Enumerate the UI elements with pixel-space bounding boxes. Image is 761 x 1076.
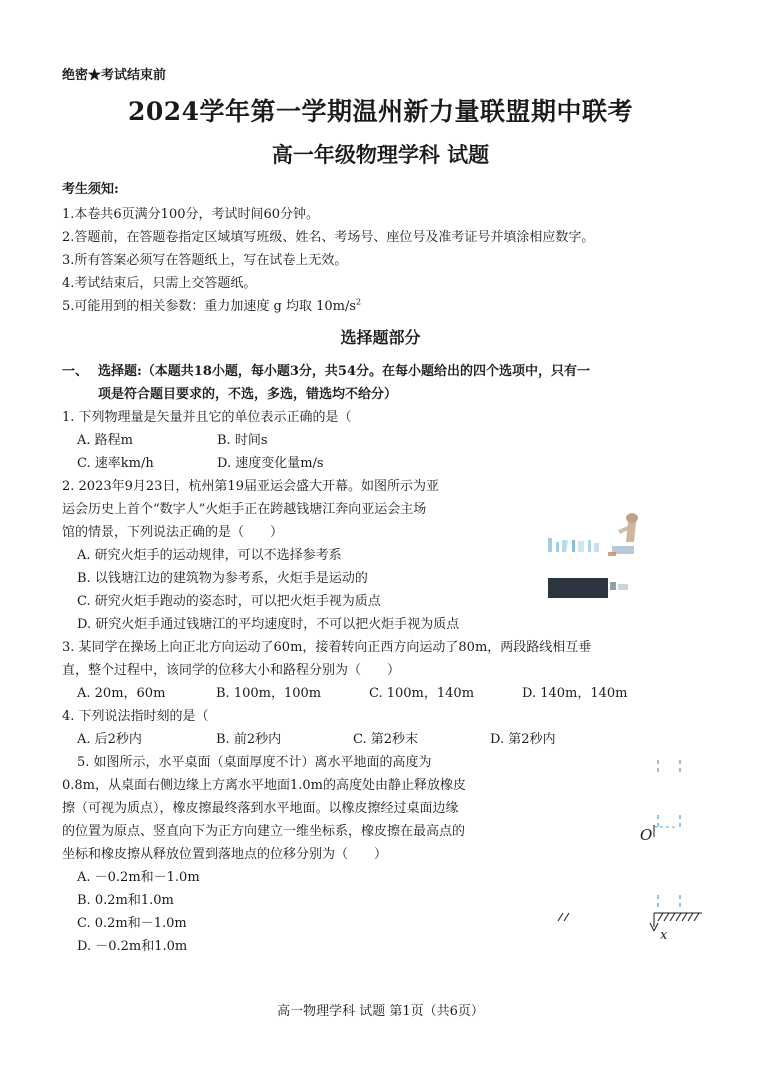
torchbearer-figure [548,510,640,602]
exam-title: 2024学年第一学期温州新力量联盟期中联考 [127,97,634,126]
q2-option-b: B. 以钱塘江边的建筑物为参考系，火炬手是运动的 [77,571,368,586]
figure-axis-label: x [660,928,668,943]
q5-option-b: B. 0.2m和1.0m [77,893,174,908]
notice-heading: 考生须知: [62,182,119,197]
notice-item-5 [62,295,361,314]
q2-option-a: A. 研究火炬手的运动规律，可以不选择参考系 [77,548,342,563]
figure-origin-label: O [640,826,653,844]
q3-stem-1: 3. 某同学在操场上向正北方向运动了60m，接着转向正西方向运动了80m，两段路线相互垂 [62,640,592,655]
q2-stem-1: 2. 2023年9月23日，杭州第19届亚运会盛大开幕。如图所示为亚 [62,479,439,494]
q1-stem: 1. 下列物理量是矢量并且它的单位表示正确的是（ [62,410,352,425]
section-title: 选择题部分 [340,328,421,347]
q5-stem-3: 擦（可视为质点），橡皮擦最终落到水平地面。以橡皮擦经过桌面边缘 [62,801,459,816]
q5-option-c: C. 0.2m和－1.0m [77,916,187,931]
notice-item-1: 1.本卷共6页满分100分，考试时间60分钟。 [62,207,320,222]
instruction-line-2: 项是符合题目要求的，不选，多选，错选均不给分） [98,387,398,402]
confidential-label: 绝密★考试结束前 [62,68,167,83]
q3-option-b: B. 100m，100m [216,686,322,701]
q3-option-c: C. 100m，140m [369,686,475,701]
notice-item-5-text: 5.可能用到的相关参数：重力加速度 g 均取 10m/s [62,299,357,314]
q4-option-a: A. 后2秒内 [77,732,142,747]
page-footer: 高一物理学科 试题 第1页（共6页） [277,1004,484,1019]
q4-option-d: D. 第2秒内 [490,732,556,747]
q5-stem-1: 5. 如图所示，水平桌面（桌面厚度不计）离水平地面的高度为 [77,755,432,770]
desk-coordinate-figure [550,755,710,945]
q1-option-c: C. 速率km/h [77,456,154,471]
q4-option-b: B. 前2秒内 [216,732,282,747]
notice-item-3: 3.所有答案必须写在答题纸上，写在试卷上无效。 [62,253,348,268]
q1-option-d: D. 速度变化量m/s [217,456,324,471]
q5-stem-4: 的位置为原点、竖直向下为正方向建立一维坐标系，橡皮擦在最高点的 [62,824,466,839]
q2-option-c: C. 研究火炬手跑动的姿态时，可以把火炬手视为质点 [77,594,381,609]
q3-option-d: D. 140m，140m [522,686,628,701]
q5-option-d: D. －0.2m和1.0m [77,939,188,954]
q2-stem-3: 馆的情景，下列说法正确的是（ ） [62,525,284,540]
q2-option-d: D. 研究火炬手通过钱塘江的平均速度时，不可以把火炬手视为质点 [77,617,460,632]
q4-option-c: C. 第2秒末 [353,732,419,747]
notice-item-5-exponent: 2 [356,297,362,307]
q1-option-b: B. 时间s [217,433,268,448]
instruction-line-1: 选择题:（本题共18小题，每小题3分，共54分。在每小题给出的四个选项中，只有一 [98,364,591,379]
notice-item-4: 4.考试结束后，只需上交答题纸。 [62,276,257,291]
q5-stem-2: 0.8m，从桌面右侧边缘上方离水平地面1.0m的高度处由静止释放橡皮 [62,778,467,793]
notice-item-2: 2.答题前，在答题卷指定区域填写班级、姓名、考场号、座位号及准考证号并填涂相应数字。 [62,230,595,245]
q4-stem: 4. 下列说法指时刻的是（ [62,709,209,724]
exam-subtitle: 高一年级物理学科 试题 [271,142,490,167]
q1-option-a: A. 路程m [77,433,133,448]
part-label: 一、 [62,364,89,379]
q2-stem-2: 运会历史上首个“数字人”火炬手正在跨越钱塘江奔向亚运会主场 [62,502,427,517]
q5-option-a: A. －0.2m和－1.0m [77,870,200,885]
q5-stem-5: 坐标和橡皮擦从释放位置到落地点的位移分别为（ ） [62,847,388,862]
q3-option-a: A. 20m，60m [77,686,166,701]
q3-stem-2: 直，整个过程中，该同学的位移大小和路程分别为（ ） [62,663,401,678]
